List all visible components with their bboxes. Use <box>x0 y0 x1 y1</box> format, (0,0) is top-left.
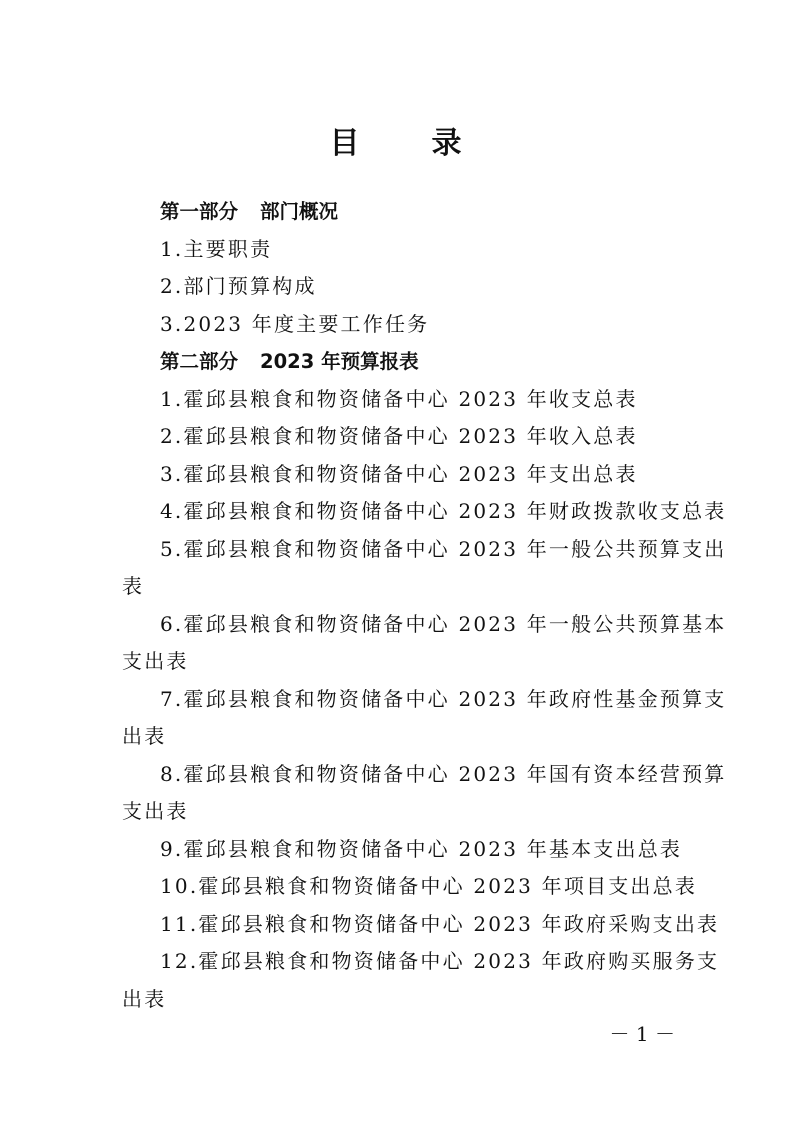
toc-item-continuation: 出表 <box>122 986 167 1011</box>
title-left-char: 目 <box>329 126 362 161</box>
toc-item: 3.霍邱县粮食和物资储备中心 2023 年支出总表 <box>160 461 638 486</box>
toc-item: 9.霍邱县粮食和物资储备中心 2023 年基本支出总表 <box>160 836 683 861</box>
toc-item: 2.霍邱县粮食和物资储备中心 2023 年收入总表 <box>160 424 638 448</box>
toc-item: 4.霍邱县粮食和物资储备中心 2023 年财政拨款收支总表 <box>160 499 727 523</box>
toc-section-heading <box>122 343 682 381</box>
toc-item-continuation: 支出表 <box>122 649 189 673</box>
toc-item-continuation: 出表 <box>122 724 167 748</box>
toc-item: 1.霍邱县粮食和物资储备中心 2023 年收支总表 <box>160 386 638 411</box>
toc-item: 6.霍邱县粮食和物资储备中心 2023 年一般公共预算基本 <box>160 611 727 636</box>
toc-item-continuation: 表 <box>122 574 145 598</box>
table-of-contents <box>122 193 727 1018</box>
toc-item: 3.2023 年度主要工作任务 <box>160 311 430 336</box>
toc-item: 5.霍邱县粮食和物资储备中心 2023 年一般公共预算支出 <box>160 536 727 561</box>
toc-item: 1.主要职责 <box>160 236 273 261</box>
section-label: 第一部分 <box>160 200 239 223</box>
section-label: 第二部分 <box>160 350 239 373</box>
toc-item-continuation: 支出表 <box>122 799 189 823</box>
title-right-char: 录 <box>431 126 464 161</box>
section-title: 部门概况 <box>260 200 339 223</box>
toc-item: 11.霍邱县粮食和物资储备中心 2023 年政府采购支出表 <box>160 911 720 936</box>
toc-item: 12.霍邱县粮食和物资储备中心 2023 年政府购买服务支 <box>160 949 720 973</box>
section-title: 2023 年预算报表 <box>260 350 419 373</box>
toc-item: 7.霍邱县粮食和物资储备中心 2023 年政府性基金预算支 <box>160 686 727 711</box>
toc-item: 8.霍邱县粮食和物资储备中心 2023 年国有资本经营预算 <box>160 761 727 786</box>
page-title <box>0 118 793 162</box>
toc-item: 10.霍邱县粮食和物资储备中心 2023 年项目支出总表 <box>160 874 698 898</box>
toc-item: 2.部门预算构成 <box>160 274 317 298</box>
page-number: － 1 － <box>609 1022 675 1046</box>
toc-section-heading <box>122 193 682 231</box>
